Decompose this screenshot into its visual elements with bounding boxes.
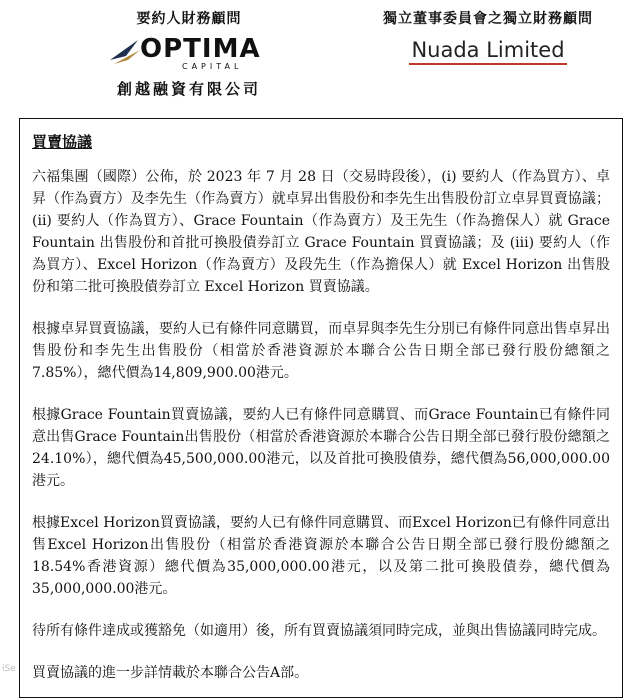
optima-chinese-name: 創越融資有限公司 bbox=[116, 80, 261, 98]
left-header bbox=[104, 8, 274, 99]
independent-adviser-title: 獨立董事委員會之獨立財務顧問 bbox=[383, 11, 593, 27]
optima-subtext: CAPITAL bbox=[182, 62, 243, 71]
paragraph-2: 根據卓昇買賣協議，要約人已有條件同意購買，而卓昇與李先生分別已有條件同意出售卓昇出售股份和李先生出售股份（相當於香港資源於本聯合公告日期全部已發行股份總額之7.85%），總代價為14,809,900.00港元。 bbox=[32, 321, 610, 381]
watermark: iSe bbox=[2, 664, 16, 674]
paragraph-3: 根據Grace Fountain買賣協議，要約人已有條件同意購買、而Grace Fountain已有條件同意出售Grace Fountain出售股份（相當於香港資源於本聯合公告日期全部已發行股份總額之24.10%），總代價為45,500,000.00港元，以及首批可換股債券，總代價為56,000,000.00港元。 bbox=[32, 407, 610, 489]
paragraph-6: 買賣協議的進一步詳情載於本聯合公告A部。 bbox=[32, 665, 309, 681]
optima-wordmark: OPTIMA bbox=[140, 34, 261, 64]
paragraph-5: 待所有條件達成或獲豁免（如適用）後，所有買賣協議須同時完成，並與出售協議同時完成。 bbox=[32, 623, 606, 639]
financial-adviser-title: 要約人財務顧問 bbox=[136, 11, 242, 27]
optima-capital-logo bbox=[104, 34, 274, 76]
section-title: 買賣協議 bbox=[32, 133, 93, 151]
optima-logo-mark-icon bbox=[108, 36, 142, 70]
right-header bbox=[368, 8, 608, 65]
paragraph-4: 根據Excel Horizon買賣協議，要約人已有條件同意購買、而Excel Horizon已有條件同意出售Excel Horizon出售股份（相當於香港資源於本聯合公告日期全部已發行股份總額之18.54%香港資源）總代價為35,000,000.00港元，以及第二批可換股債券，總代價為35,000,000.00港元。 bbox=[32, 515, 610, 597]
nuada-limited-logo: Nuada Limited bbox=[409, 38, 566, 65]
sale-agreement-box bbox=[19, 118, 623, 698]
paragraph-1: 六福集團（國際）公佈，於 2023 年 7 月 28 日（交易時段後），(i) 要約人（作為買方）、卓昇（作為賣方）及李先生（作為賣方）就卓昇出售股份和李先生出售股份訂立卓昇買賣協議；(ii) 要約人（作為買方）、Grace Fountain（作為賣方）及王先生（作為擔保人）就 Grace Fountain 出售股份和首批可換股債券訂立 Grace Fountain 買賣協議；及 (iii) 要約人（作為買方）、Excel Horizon（作為賣方）及段先生（作為擔保人）就 Excel Horizon 出售股份和第二批可換股債券訂立 Excel Horizon 買賣協議。 bbox=[32, 169, 610, 295]
